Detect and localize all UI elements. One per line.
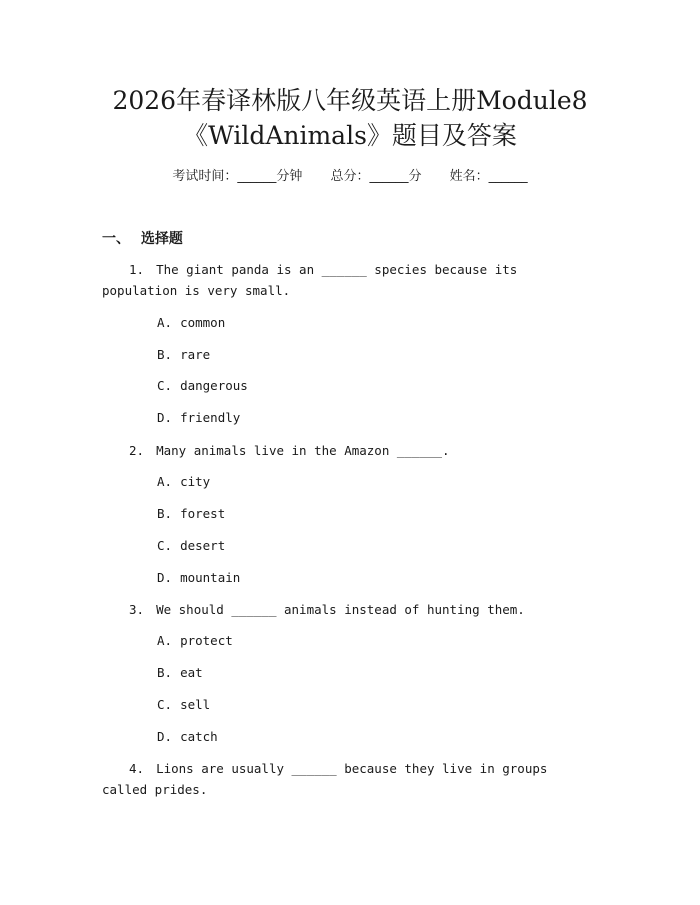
option-text: protect	[180, 633, 233, 648]
question-1	[102, 259, 598, 301]
option-letter: A.	[157, 474, 173, 489]
option-letter: C.	[157, 538, 173, 553]
question-1-option-c	[157, 377, 248, 395]
question-3-option-b	[157, 664, 203, 682]
question-2-option-a	[157, 473, 210, 491]
question-number: 3.	[129, 602, 145, 617]
question-3-option-a	[157, 632, 233, 650]
option-letter: B.	[157, 506, 173, 521]
question-3-option-d	[157, 728, 218, 746]
question-number: 2.	[129, 443, 145, 458]
option-text: rare	[180, 347, 211, 362]
option-text: city	[180, 474, 211, 489]
student-name-field: 姓名：______	[449, 169, 528, 184]
section-title: 选择题	[140, 231, 183, 247]
question-3	[102, 599, 598, 620]
question-text: Many animals live in the Amazon ______.	[156, 443, 450, 458]
option-text: mountain	[180, 570, 241, 585]
question-number: 4.	[129, 761, 145, 776]
exam-time-field: 考试时间：______分钟	[172, 169, 303, 184]
question-1-option-d	[157, 409, 240, 427]
option-letter: D.	[157, 570, 173, 585]
question-number: 1.	[129, 262, 145, 277]
option-text: eat	[180, 665, 203, 680]
section-heading	[102, 229, 183, 249]
section-number: 一、	[102, 231, 130, 247]
option-text: common	[180, 315, 226, 330]
option-text: forest	[180, 506, 226, 521]
question-text: The giant panda is an ______ species because its population is very small.	[102, 262, 518, 298]
question-text: Lions are usually ______ because they live in groups called prides.	[102, 761, 548, 797]
question-2-option-d	[157, 569, 240, 587]
option-text: desert	[180, 538, 226, 553]
option-text: catch	[180, 729, 218, 744]
option-letter: C.	[157, 697, 173, 712]
option-letter: B.	[157, 665, 173, 680]
question-2	[102, 440, 598, 461]
question-1-option-b	[157, 346, 210, 364]
question-4	[102, 758, 598, 800]
document-title-line-2: 《WildAnimals》题目及答案	[183, 121, 517, 150]
exam-info	[0, 167, 700, 187]
option-letter: A.	[157, 633, 173, 648]
option-letter: D.	[157, 729, 173, 744]
option-letter: C.	[157, 378, 173, 393]
total-score-field: 总分：______分	[330, 169, 422, 184]
question-1-option-a	[157, 314, 225, 332]
option-letter: D.	[157, 410, 173, 425]
question-3-option-c	[157, 696, 210, 714]
document-title-line-1: 2026年春译林版八年级英语上册Module8	[112, 86, 588, 115]
option-text: sell	[180, 697, 211, 712]
option-letter: B.	[157, 347, 173, 362]
option-letter: A.	[157, 315, 173, 330]
question-2-option-b	[157, 505, 225, 523]
option-text: dangerous	[180, 378, 248, 393]
question-2-option-c	[157, 537, 225, 555]
question-text: We should ______ animals instead of hunting them.	[156, 602, 525, 617]
option-text: friendly	[180, 410, 241, 425]
